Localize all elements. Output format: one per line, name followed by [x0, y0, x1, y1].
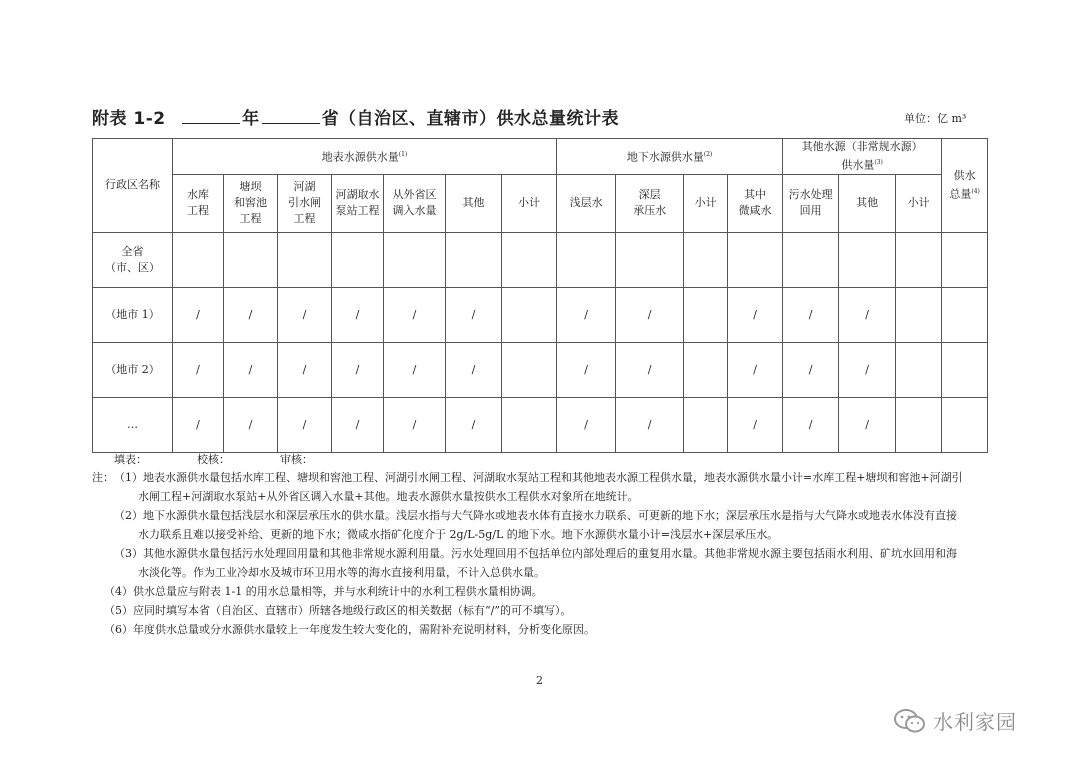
- surface-group-header: 地表水源供水量$^{(1)}$: [173, 139, 557, 175]
- note-6: （6）年度供水总量或分水源供水量较上一年度发生较大变化的，需附补充说明材料，分析变化原因。: [104, 623, 595, 636]
- slash-cell: /: [278, 397, 332, 452]
- cell[interactable]: [446, 232, 502, 287]
- notes-label: 注：: [92, 471, 114, 484]
- slash-cell: /: [384, 287, 446, 342]
- row-label-city2: （地市 2）: [93, 342, 173, 397]
- cell[interactable]: [896, 287, 942, 342]
- title-suffix: 省（自治区、直辖市）供水总量统计表: [321, 109, 620, 129]
- water-supply-table: [92, 138, 988, 453]
- slash-cell: /: [728, 287, 783, 342]
- wechat-icon: [893, 708, 927, 734]
- cell[interactable]: [896, 342, 942, 397]
- col-pond: 塘坝 和窖池 工程: [224, 174, 278, 232]
- slash-cell: /: [332, 287, 384, 342]
- notes-section: [92, 468, 992, 639]
- slash-cell: /: [616, 342, 684, 397]
- slash-cell: /: [332, 397, 384, 452]
- slash-cell: /: [616, 287, 684, 342]
- slash-cell: /: [224, 397, 278, 452]
- cell[interactable]: [557, 232, 616, 287]
- cell[interactable]: [616, 232, 684, 287]
- slash-cell: /: [783, 287, 839, 342]
- col-shallow: 浅层水: [557, 174, 616, 232]
- slash-cell: /: [173, 287, 224, 342]
- cell[interactable]: [896, 397, 942, 452]
- unit-label: 单位：亿 m³: [904, 112, 967, 125]
- col-brackish: 其中 微咸水: [728, 174, 783, 232]
- col-surface-other: 其他: [446, 174, 502, 232]
- slash-cell: /: [278, 342, 332, 397]
- signoff-line: [114, 451, 363, 467]
- table-row: [93, 232, 988, 287]
- row-label-province: 全省 （市、区）: [93, 232, 173, 287]
- watermark: [893, 706, 1017, 735]
- note-4: （4）供水总量应与附表 1-1 的用水总量相等，并与水利统计中的水利工程供水量相协调。: [104, 585, 543, 598]
- slash-cell: /: [446, 397, 502, 452]
- cell[interactable]: [942, 287, 988, 342]
- cell[interactable]: [502, 342, 557, 397]
- cell[interactable]: [502, 232, 557, 287]
- cell[interactable]: [783, 232, 839, 287]
- cell[interactable]: [684, 287, 728, 342]
- reviewer-label: 审核：: [280, 453, 313, 466]
- col-pump: 河湖取水 泵站工程: [332, 174, 384, 232]
- checker-label: 校核：: [197, 453, 230, 466]
- cell[interactable]: [942, 232, 988, 287]
- col-ground-subtotal: 小计: [684, 174, 728, 232]
- slash-cell: /: [783, 342, 839, 397]
- slash-cell: /: [446, 287, 502, 342]
- table-row: [93, 287, 988, 342]
- cell[interactable]: [684, 397, 728, 452]
- slash-cell: /: [783, 397, 839, 452]
- note-1-cont: 水闸工程+河湖取水泵站+从外省区调入水量+其他。地表水源供水量按供水工程供水对象所在地统计。: [138, 490, 639, 503]
- ground-group-header: 地下水源供水量$^{(2)}$: [557, 139, 783, 175]
- col-other-other: 其他: [839, 174, 896, 232]
- cell[interactable]: [942, 397, 988, 452]
- slash-cell: /: [557, 397, 616, 452]
- note-3: （3）其他水源供水量包括污水处理回用量和其他非常规水源利用量。污水处理回用不包括单位内部处理后的重复用水量。其他非常规水源主要包括雨水利用、矿坑水回用和海: [114, 547, 957, 560]
- cell[interactable]: [942, 342, 988, 397]
- row-label-city1: （地市 1）: [93, 287, 173, 342]
- col-reservoir: 水库 工程: [173, 174, 224, 232]
- page-number: 2: [536, 674, 543, 687]
- col-reuse: 污水处理 回用: [783, 174, 839, 232]
- col-surface-subtotal: 小计: [502, 174, 557, 232]
- slash-cell: /: [557, 342, 616, 397]
- province-blank: [262, 108, 320, 124]
- cell[interactable]: [502, 397, 557, 452]
- cell[interactable]: [332, 232, 384, 287]
- table-row: [93, 397, 988, 452]
- cell[interactable]: [684, 342, 728, 397]
- col-other-subtotal: 小计: [896, 174, 942, 232]
- slash-cell: /: [728, 397, 783, 452]
- total-header: 供水 总量$^{(4)}$: [942, 139, 988, 233]
- slash-cell: /: [839, 342, 896, 397]
- note-1: 注： （1）地表水源供水量包括水库工程、塘坝和窖池工程、河湖引水闸工程、河湖取水泵站工程和其他地表水源工程供水量，地表水源供水量小计=水库工程+塘坝和窖池+河湖引: [92, 468, 992, 487]
- table-title: [92, 104, 619, 129]
- other-group-header: 其他水源（非常规水源） 供水量$^{(3)}$: [783, 139, 942, 175]
- cell[interactable]: [684, 232, 728, 287]
- slash-cell: /: [616, 397, 684, 452]
- slash-cell: /: [384, 397, 446, 452]
- slash-cell: /: [224, 287, 278, 342]
- cell[interactable]: [839, 232, 896, 287]
- table-row: [93, 342, 988, 397]
- region-header: 行政区名称: [93, 139, 173, 233]
- note-2-cont: 水力联系且难以接受补给、更新的地下水；微咸水指矿化度介于 2g/L-5g/L 的地下水。地下水源供水量小计=浅层水+深层承压水。: [138, 528, 779, 541]
- slash-cell: /: [173, 342, 224, 397]
- cell[interactable]: [384, 232, 446, 287]
- slash-cell: /: [728, 342, 783, 397]
- col-sluice: 河湖 引水闸 工程: [278, 174, 332, 232]
- slash-cell: /: [173, 397, 224, 452]
- row-label-more: …: [93, 397, 173, 452]
- title-prefix: 附表 1-2: [92, 109, 166, 129]
- slash-cell: /: [839, 397, 896, 452]
- cell[interactable]: [173, 232, 224, 287]
- filler-label: 填表：: [114, 453, 147, 466]
- note-3-cont: 水淡化等。作为工业冷却水及城市环卫用水等的海水直接利用量，不计入总供水量。: [138, 566, 545, 579]
- slash-cell: /: [332, 342, 384, 397]
- cell[interactable]: [896, 232, 942, 287]
- year-blank: [182, 108, 240, 124]
- slash-cell: /: [446, 342, 502, 397]
- col-transfer: 从外省区 调入水量: [384, 174, 446, 232]
- cell[interactable]: [278, 232, 332, 287]
- header-row-2: [93, 174, 988, 232]
- header-row-1: [93, 139, 988, 175]
- slash-cell: /: [839, 287, 896, 342]
- slash-cell: /: [557, 287, 616, 342]
- title-year: 年: [242, 109, 260, 129]
- slash-cell: /: [278, 287, 332, 342]
- note-5: （5）应同时填写本省（自治区、直辖市）所辖各地级行政区的相关数据（标有“/”的可不填写）。: [104, 604, 572, 617]
- cell[interactable]: [728, 232, 783, 287]
- watermark-text: 水利家园: [933, 710, 1017, 734]
- note-2: （2）地下水源供水量包括浅层水和深层承压水的供水量。浅层水指与大气降水或地表水体有直接水力联系、可更新的地下水；深层承压水是指与大气降水或地表水体没有直接: [114, 509, 957, 522]
- slash-cell: /: [224, 342, 278, 397]
- cell[interactable]: [502, 287, 557, 342]
- col-deep: 深层 承压水: [616, 174, 684, 232]
- cell[interactable]: [224, 232, 278, 287]
- slash-cell: /: [384, 342, 446, 397]
